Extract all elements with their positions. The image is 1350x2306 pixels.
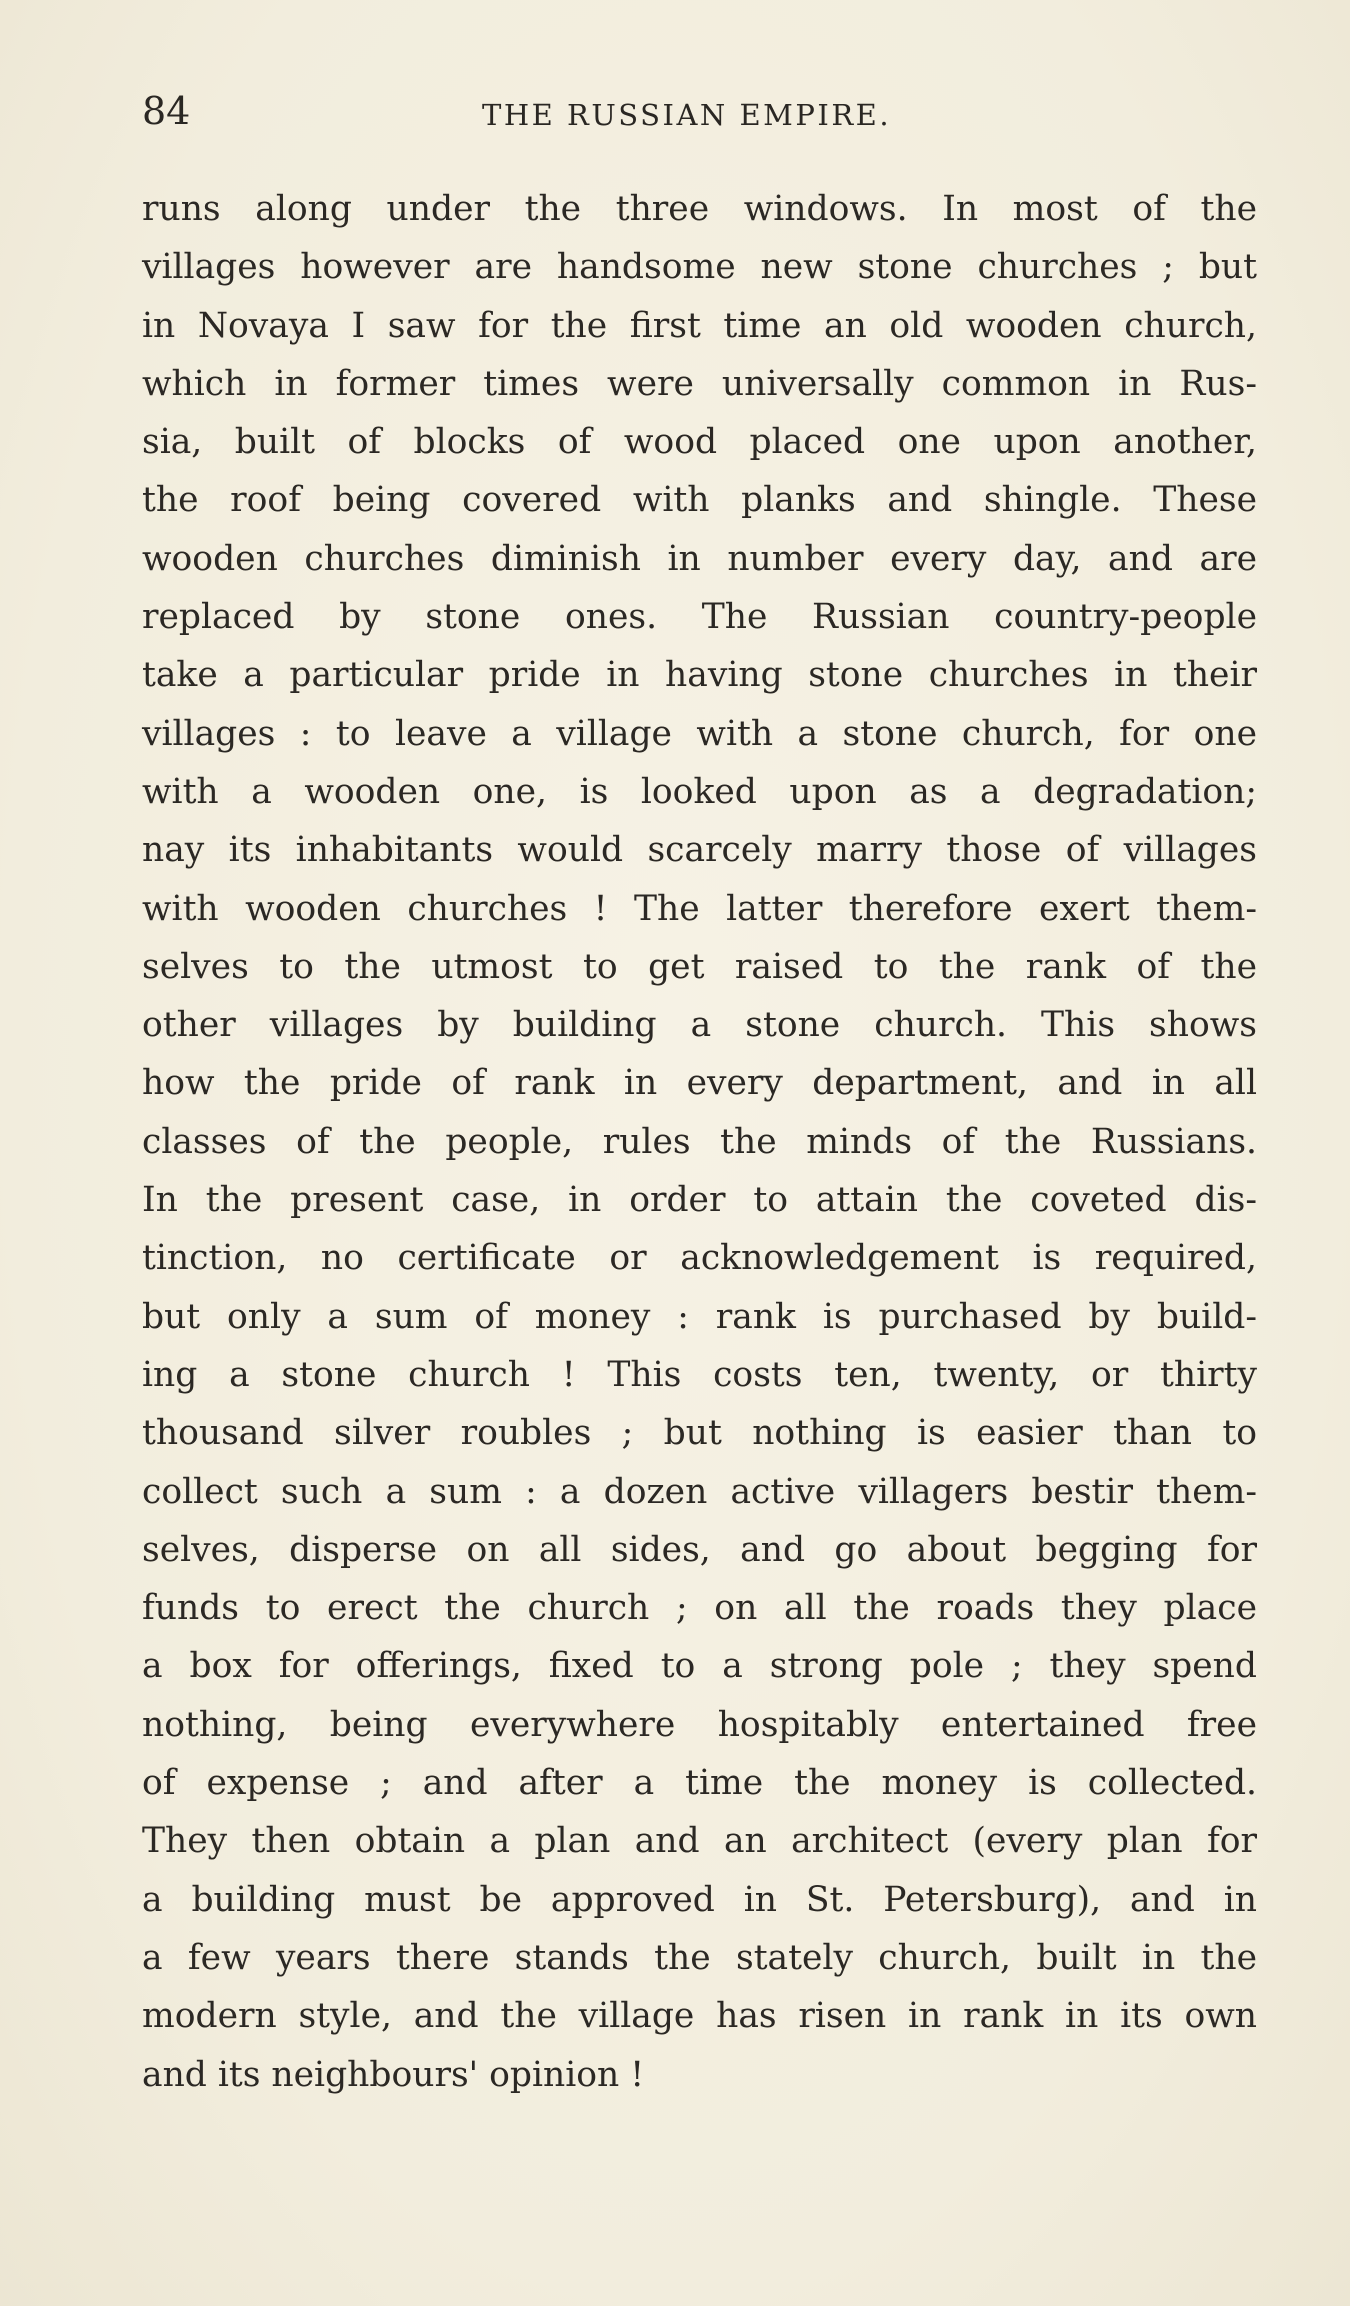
- text-line: with a wooden one, is looked upon as a degradation;: [142, 771, 1257, 812]
- text-line: a box for offerings, fixed to a strong pole ; they spend: [142, 1646, 1257, 1687]
- text-line: runs along under the three windows. In most of the: [142, 189, 1257, 229]
- text-line: classes of the people, rules the minds of the Russians.: [142, 1121, 1257, 1162]
- text-line: thousand silver roubles ; but nothing is easier than to: [142, 1413, 1257, 1454]
- text-line: modern style, and the village has risen in rank in its own: [142, 1996, 1257, 2037]
- text-line: with wooden churches ! The latter therefore exert them-: [142, 888, 1257, 929]
- text-line: a building must be approved in St. Petersburg), and in: [142, 1879, 1257, 1920]
- text-line: in Novaya I saw for the first time an old wooden church,: [142, 305, 1257, 346]
- text-line: In the present case, in order to attain the coveted dis-: [142, 1180, 1257, 1221]
- text-line: selves, disperse on all sides, and go about begging for: [142, 1529, 1257, 1570]
- text-line: a few years there stands the stately church, built in the: [142, 1937, 1257, 1978]
- text-line: ing a stone church ! This costs ten, twenty, or thirty: [142, 1354, 1257, 1395]
- body-text: [142, 180, 1257, 2104]
- text-line: how the pride of rank in every department, and in all: [142, 1063, 1257, 1104]
- text-line: and its neighbours' opinion !: [142, 2054, 645, 2095]
- text-line: wooden churches diminish in number every day, and are: [142, 538, 1257, 579]
- page-number: 84: [142, 89, 191, 133]
- text-line: villages : to leave a village with a stone church, for one: [142, 713, 1257, 754]
- text-line: sia, built of blocks of wood placed one upon another,: [142, 422, 1257, 463]
- text-line: collect such a sum : a dozen active villagers bestir them-: [142, 1471, 1257, 1512]
- text-line: which in former times were universally common in Rus-: [142, 363, 1257, 404]
- text-line: They then obtain a plan and an architect (every plan for: [142, 1821, 1257, 1862]
- text-line: nay its inhabitants would scarcely marry those of villages: [142, 830, 1257, 871]
- text-line: selves to the utmost to get raised to the rank of the: [142, 946, 1257, 987]
- text-line: funds to erect the church ; on all the roads they place: [142, 1588, 1257, 1629]
- text-line: tinction, no certificate or acknowledgement is required,: [142, 1238, 1257, 1279]
- text-line: other villages by building a stone church. This shows: [142, 1005, 1257, 1046]
- text-line: villages however are handsome new stone churches ; but: [142, 247, 1257, 288]
- running-head: THE RUSSIAN EMPIRE.: [482, 98, 892, 132]
- text-line: take a particular pride in having stone churches in their: [142, 655, 1257, 696]
- text-line: but only a sum of money : rank is purchased by build-: [142, 1296, 1257, 1337]
- text-line: the roof being covered with planks and shingle. These: [142, 480, 1257, 521]
- text-line: replaced by stone ones. The Russian country-people: [142, 597, 1257, 638]
- text-line: nothing, being everywhere hospitably entertained free: [142, 1704, 1257, 1745]
- text-line: of expense ; and after a time the money is collected.: [142, 1763, 1257, 1804]
- page-header: [142, 86, 1257, 136]
